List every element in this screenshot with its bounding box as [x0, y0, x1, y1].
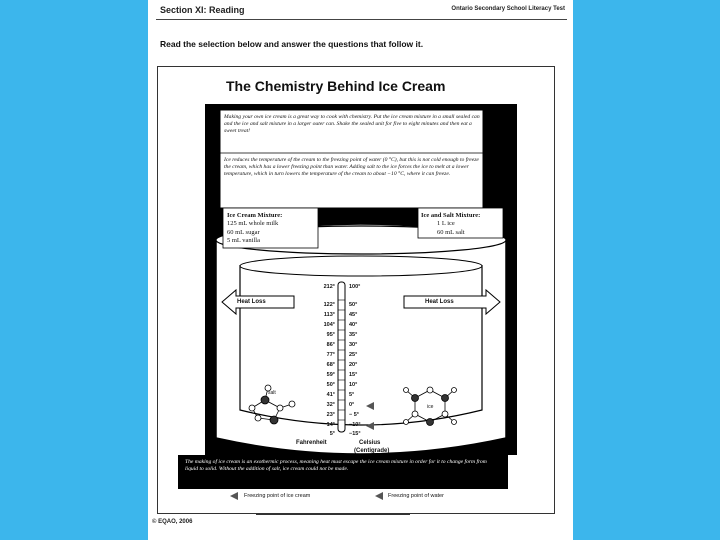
fahrenheit-tick: 122°: [323, 302, 335, 308]
ice-salt-mixture-title: Ice and Salt Mixture:: [421, 212, 481, 219]
ingredient-vanilla: 5 mL vanilla: [227, 237, 260, 245]
legend-icecream: Freezing point of ice cream: [244, 493, 311, 499]
salt-label: salt: [268, 390, 276, 396]
instructions: Read the selection below and answer the questions that follow it.: [160, 39, 424, 49]
thermometer-tube: [338, 282, 345, 432]
fahrenheit-tick: 41°: [326, 392, 335, 398]
fahrenheit-tick: 77°: [326, 352, 335, 358]
celsius-tick: 45°: [349, 312, 358, 318]
test-name: Ontario Secondary School Literacy Test: [451, 6, 565, 12]
fahrenheit-tick: 23°: [326, 412, 335, 418]
celsius-tick: 10°: [349, 382, 358, 388]
heat-loss-left-label: Heat Loss: [237, 299, 266, 305]
celsius-tick: 35°: [349, 332, 358, 338]
celsius-tick: 5°: [349, 392, 355, 398]
section-header: Section XI: Reading: [160, 5, 245, 15]
ice-cream-mixture-title: Ice Cream Mixture:: [227, 212, 283, 219]
fahrenheit-tick: 86°: [326, 342, 335, 348]
ice-cream-mixture: [227, 212, 282, 246]
caption: The making of ice cream is an exothermic process, meaning heat must escape the ice cream mixture in order for it to change form from liquid to solid. Without the addition of salt, ice cream could not be made.: [185, 459, 487, 473]
heat-loss-right-label: Heat Loss: [425, 299, 454, 305]
fahrenheit-tick: 14°: [326, 422, 335, 428]
celsius-tick: −15°: [349, 431, 361, 437]
intro-paragraph: Making your own ice cream is a great way to cook with chemistry. Put the ice cream mixture in a small sealed can and the ice and salt mixture in a larger outer can. Shake the sealed unit for five to eight minutes and then eat a sweet treat!: [224, 114, 480, 135]
celsius-tick: 100°: [349, 284, 361, 290]
legend-water: Freezing point of water: [388, 493, 444, 499]
ingredient-ice: 1 L ice: [437, 220, 455, 228]
ice-label: ice: [427, 404, 434, 410]
celsius-sublabel: (Centigrade): [354, 448, 390, 454]
celsius-tick: − 5°: [349, 412, 359, 418]
copyright: © EQAO, 2006: [152, 519, 193, 525]
ingredient-salt: 60 mL salt: [437, 228, 465, 236]
celsius-tick: 15°: [349, 372, 358, 378]
legend-icecream-marker: [230, 492, 238, 500]
celsius-tick: −10°: [349, 422, 361, 428]
legend-water-marker: [375, 492, 383, 500]
fahrenheit-label: Fahrenheit: [296, 440, 327, 446]
celsius-tick: 20°: [349, 362, 358, 368]
explain-paragraph: Ice reduces the temperature of the cream to the freezing point of water (0 °C), but this is not cold enough to freeze the cream, which has a lower freezing point than water. Adding salt to the ice forces the ice to melt at a lower temperature, which in turn lowers the temperature of the cream to about −10 °C, where it can freeze.: [224, 157, 479, 178]
celsius-tick: 30°: [349, 342, 358, 348]
article-title: The Chemistry Behind Ice Cream: [226, 78, 446, 94]
fahrenheit-tick: 59°: [326, 372, 335, 378]
celsius-tick: 50°: [349, 302, 358, 308]
celsius-tick: 40°: [349, 322, 358, 328]
fahrenheit-tick: 5°: [329, 431, 335, 437]
celsius-tick: 0°: [349, 402, 355, 408]
celsius-tick: 25°: [349, 352, 358, 358]
fahrenheit-tick: 95°: [326, 332, 335, 338]
ingredient-sugar: 60 mL sugar: [227, 228, 260, 236]
celsius-label: Celsius: [359, 440, 381, 446]
ice-salt-mixture: [421, 212, 480, 237]
fahrenheit-tick: 212°: [323, 284, 335, 290]
fahrenheit-tick: 68°: [326, 362, 335, 368]
ingredient-milk: 125 mL whole milk: [227, 220, 279, 228]
fahrenheit-tick: 32°: [326, 402, 335, 408]
fahrenheit-tick: 50°: [326, 382, 335, 388]
fahrenheit-tick: 113°: [323, 312, 335, 318]
fahrenheit-tick: 104°: [323, 322, 335, 328]
